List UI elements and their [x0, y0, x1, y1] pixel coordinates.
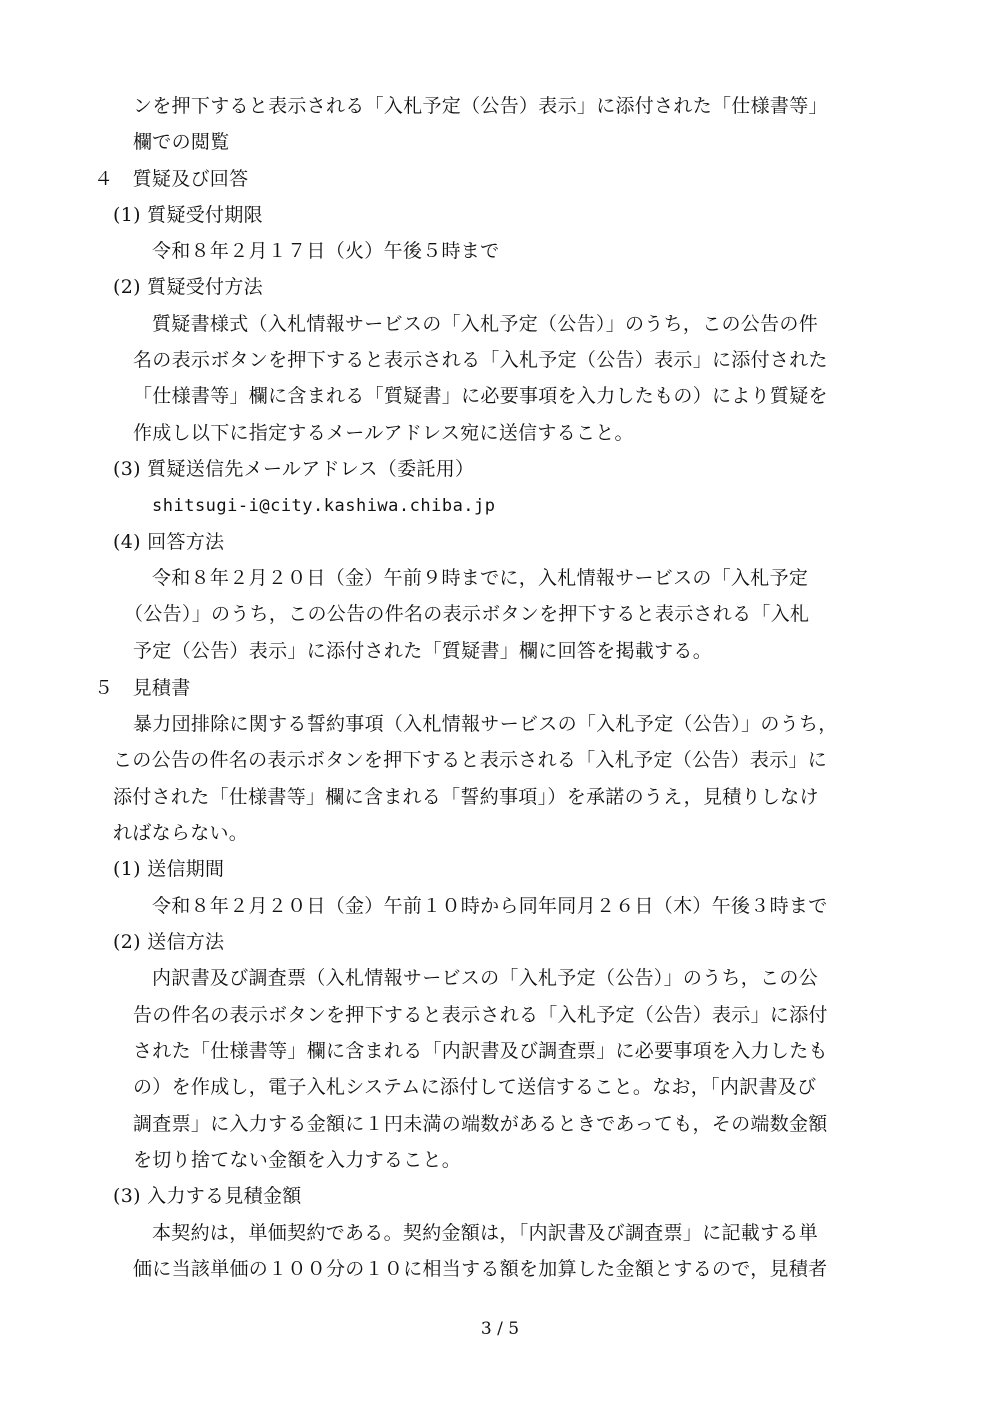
text-line: 内訳書及び調査票（入札情報サービスの「入札予定（公告）」のうち，この公 [152, 967, 819, 989]
text-line: ンを押下すると表示される「入札予定（公告）表示」に添付された「仕様書等」 [133, 95, 828, 117]
text-line: 本契約は，単価契約である。契約金額は，「内訳書及び調査票」に記載する単 [152, 1222, 819, 1244]
text-line: の）を作成し，電子入札システムに添付して送信すること。なお，「内訳書及び [133, 1076, 817, 1098]
subheading: (3) 質疑送信先メールアドレス（委託用） [113, 458, 475, 480]
text-line: 調査票」に入力する金額に１円未満の端数があるときであっても，その端数金額 [133, 1113, 828, 1135]
text-line: 価に当該単価の１００分の１０に相当する額を加算した金額とするので，見積者 [133, 1258, 828, 1280]
subheading: (1) 送信期間 [113, 858, 225, 880]
text-line: 名の表示ボタンを押下すると表示される「入札予定（公告）表示」に添付された [133, 349, 828, 371]
text-line: （公告）」のうち，この公告の件名の表示ボタンを押下すると表示される「入札 [124, 603, 810, 625]
text-line: 欄での閲覧 [133, 131, 230, 153]
section-heading-5: ５ 見積書 [94, 677, 191, 699]
text-line: 質疑書様式（入札情報サービスの「入札予定（公告）」のうち，この公告の件 [152, 313, 819, 335]
text-line: 作成し以下に指定するメールアドレス宛に送信すること。 [133, 422, 634, 444]
section-heading-4: ４ 質疑及び回答 [94, 168, 249, 190]
text-line: 告の件名の表示ボタンを押下すると表示される「入札予定（公告）表示」に添付 [133, 1004, 828, 1026]
email-address: shitsugi-i@city.kashiwa.chiba.jp [152, 496, 496, 516]
text-line: 「仕様書等」欄に含まれる「質疑書」に必要事項を入力したもの）により質疑を [133, 385, 828, 407]
text-line: された「仕様書等」欄に含まれる「内訳書及び調査票」に必要事項を入力したも [133, 1040, 828, 1062]
text-line: 令和８年２月２０日（金）午前１０時から同年同月２６日（木）午後３時まで [152, 895, 828, 917]
subheading: (1) 質疑受付期限 [113, 204, 263, 226]
text-line: 添付された「仕様書等」欄に含まれる「誓約事項」）を承諾のうえ，見積りしなけ [113, 786, 819, 808]
text-line: ればならない。 [113, 822, 249, 844]
subheading: (4) 回答方法 [113, 531, 225, 553]
text-line: 予定（公告）表示」に添付された「質疑書」欄に回答を掲載する。 [133, 640, 713, 662]
text-line: 令和８年２月２０日（金）午前９時までに，入札情報サービスの「入札予定 [152, 567, 809, 589]
text-line: この公告の件名の表示ボタンを押下すると表示される「入札予定（公告）表示」に [113, 749, 828, 771]
subheading: (2) 質疑受付方法 [113, 276, 263, 298]
subheading: (2) 送信方法 [113, 931, 225, 953]
subheading: (3) 入力する見積金額 [113, 1185, 302, 1207]
text-line: 暴力団排除に関する誓約事項（入札情報サービスの「入札予定（公告）」のうち， [133, 713, 838, 735]
text-line: 令和８年２月１７日（火）午後５時まで [152, 240, 500, 262]
text-line: を切り捨てない金額を入力すること。 [133, 1149, 462, 1171]
page-number: 3 / 5 [480, 1319, 520, 1339]
